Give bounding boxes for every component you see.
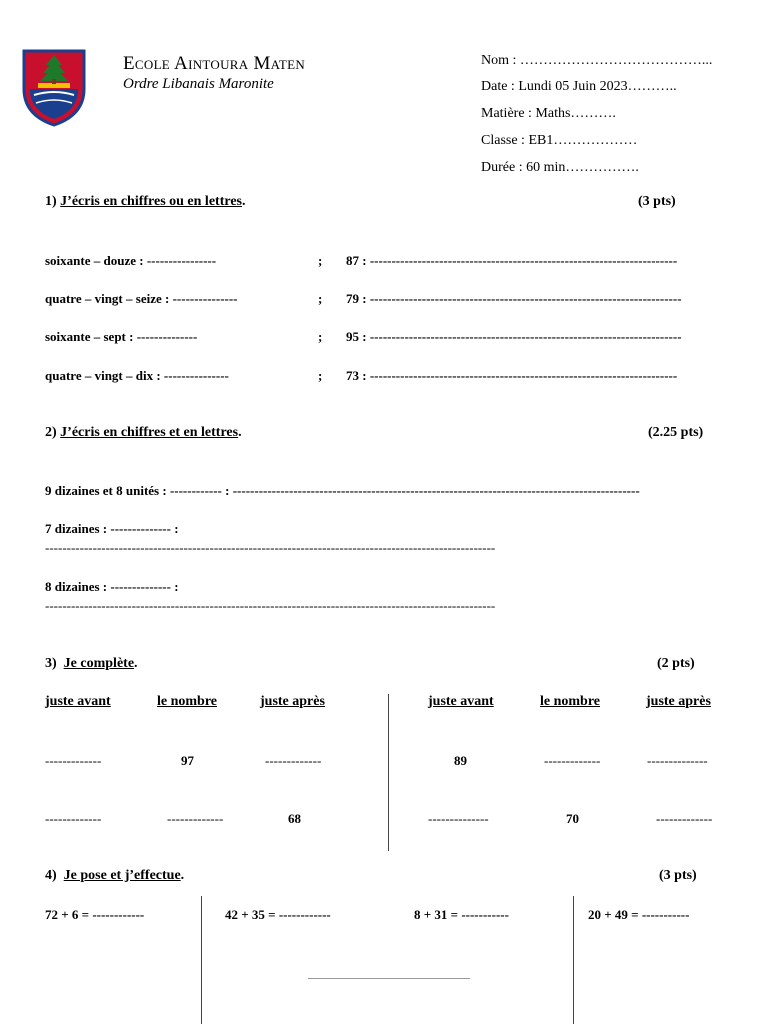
school-logo-icon xyxy=(20,45,88,127)
ex3-blank: ------------- xyxy=(544,753,601,768)
duree-field: Durée : 60 min……………. xyxy=(481,160,639,175)
ex1-number: 1) xyxy=(45,194,57,209)
ex3-value: 97 xyxy=(181,753,194,768)
ex3-col-header: juste avant xyxy=(45,694,111,709)
school-name: Ecole Aintoura Maten xyxy=(123,53,306,74)
ex3-col-header: juste avant xyxy=(428,694,494,709)
ex3-blank: -------------- xyxy=(647,753,708,768)
ex3-divider xyxy=(388,694,389,851)
ex3-blank: -------------- xyxy=(428,811,489,826)
classe-field: Classe : EB1……………… xyxy=(481,133,638,148)
ex3-points: (2 pts) xyxy=(657,656,695,671)
ex1-separator: ; xyxy=(318,329,323,344)
ex2-row: 8 dizaines : -------------- : xyxy=(45,579,179,594)
ex3-blank: ------------- xyxy=(45,753,102,768)
school-subtitle: Ordre Libanais Maronite xyxy=(123,76,274,92)
ex1-heading: 1) J’écris en chiffres ou en lettres. xyxy=(45,194,246,209)
ex1-row-left: soixante – sept : -------------- xyxy=(45,329,198,344)
ex3-blank: ------------- xyxy=(265,753,322,768)
ex1-row-right: 95 : ------------------------------------------------------------------------ xyxy=(346,329,682,344)
ex4-operation: 72 + 6 = ------------ xyxy=(45,907,145,922)
ex2-answer-line: -------------------------------------------------------------------------------------------------------- xyxy=(45,598,496,613)
ex1-separator: ; xyxy=(318,291,323,306)
ex4-divider xyxy=(201,896,202,1024)
ex3-col-header: le nombre xyxy=(540,694,601,709)
ex4-title: Je pose et j’effectue xyxy=(63,868,181,883)
ex1-separator: ; xyxy=(318,368,323,383)
ex2-title: J’écris en chiffres et en lettres xyxy=(60,425,239,440)
ex3-number: 3) xyxy=(45,656,57,671)
ex1-separator: ; xyxy=(318,253,323,268)
ex3-value: 68 xyxy=(288,811,301,826)
ex4-heading: 4) Je pose et j’effectue. xyxy=(45,868,185,883)
ex1-row-left: soixante – douze : ---------------- xyxy=(45,253,217,268)
ex4-number: 4) xyxy=(45,868,57,883)
ex1-row-right: 73 : ----------------------------------------------------------------------- xyxy=(346,368,678,383)
ex3-value: 89 xyxy=(454,753,467,768)
ex2-heading: 2) J’écris en chiffres et en lettres. xyxy=(45,425,242,440)
ex3-blank: ------------- xyxy=(167,811,224,826)
ex1-title: J’écris en chiffres ou en lettres xyxy=(60,194,242,209)
ex2-number: 2) xyxy=(45,425,57,440)
ex3-col-header: juste après xyxy=(646,694,711,709)
matiere-field: Matière : Maths………. xyxy=(481,106,616,121)
ex4-result-line xyxy=(308,978,470,979)
ex3-heading: 3) Je complète. xyxy=(45,656,138,671)
ex3-title: Je complète xyxy=(63,656,135,671)
ex3-blank: ------------- xyxy=(45,811,102,826)
date-field: Date : Lundi 05 Juin 2023……….. xyxy=(481,79,677,94)
ex2-row: 9 dizaines et 8 unités : ------------ : ---------------------------------------------------------------------------------------------- xyxy=(45,483,640,498)
ex3-value: 70 xyxy=(566,811,579,826)
ex1-row-left: quatre – vingt – seize : --------------- xyxy=(45,291,238,306)
ex4-operation: 20 + 49 = ----------- xyxy=(588,907,690,922)
ex4-operation: 8 + 31 = ----------- xyxy=(414,907,509,922)
ex3-col-header: juste après xyxy=(260,694,325,709)
ex4-operation: 42 + 35 = ------------ xyxy=(225,907,331,922)
ex2-answer-line: -------------------------------------------------------------------------------------------------------- xyxy=(45,540,496,555)
ex1-row-right: 79 : ------------------------------------------------------------------------ xyxy=(346,291,682,306)
ex3-col-header: le nombre xyxy=(157,694,218,709)
nom-field: Nom : …………………………………... xyxy=(481,53,713,68)
ex3-blank: ------------- xyxy=(656,811,713,826)
ex4-points: (3 pts) xyxy=(659,868,697,883)
ex4-divider xyxy=(573,896,574,1024)
ex2-row: 7 dizaines : -------------- : xyxy=(45,521,179,536)
ex2-points: (2.25 pts) xyxy=(648,425,704,440)
ex1-points: (3 pts) xyxy=(638,194,676,209)
ex1-row-right: 87 : ----------------------------------------------------------------------- xyxy=(346,253,678,268)
ex1-row-left: quatre – vingt – dix : --------------- xyxy=(45,368,229,383)
